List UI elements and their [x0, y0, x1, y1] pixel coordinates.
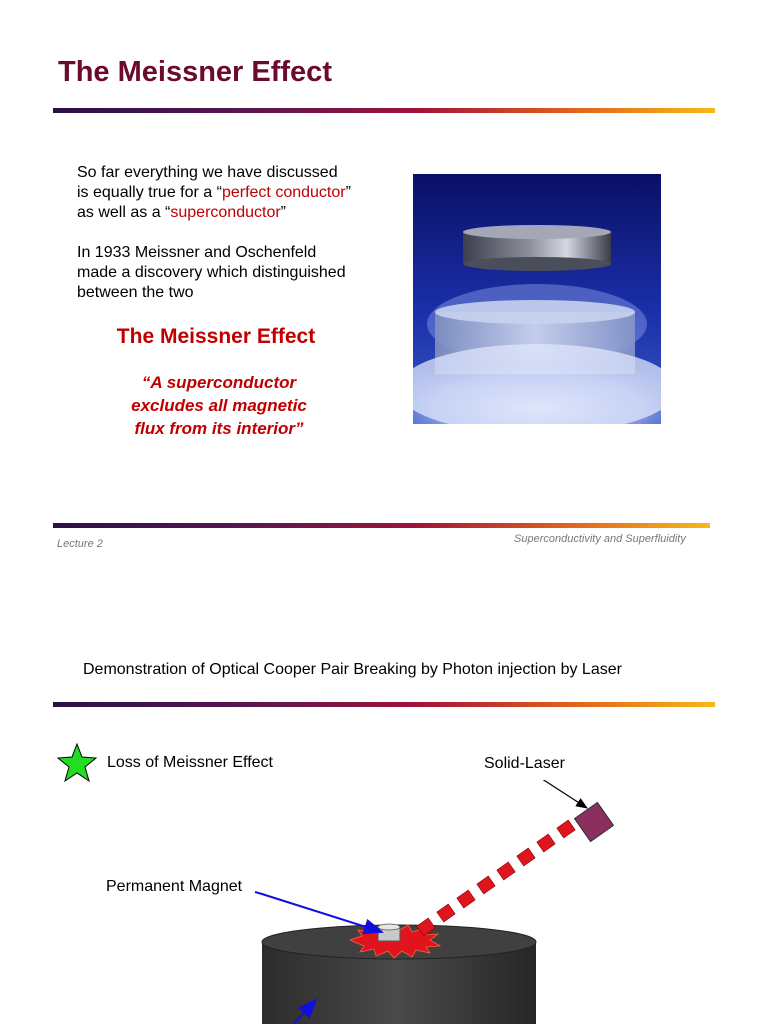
magnet-pointer-arrow — [255, 892, 382, 932]
history-line: In 1933 Meissner and Oschenfeld — [77, 244, 317, 261]
intro-line: is equally true for a “perfect conductor” — [77, 184, 351, 201]
magnet-label: Permanent Magnet — [106, 878, 243, 895]
demo-divider — [53, 702, 715, 707]
quote-line: excludes all magnetic — [131, 396, 307, 415]
history-line: between the two — [77, 284, 194, 301]
laser-beam — [417, 820, 575, 936]
superconductor-term: superconductor — [170, 204, 281, 221]
footer-lecture: Lecture 2 — [57, 538, 103, 550]
meissner-quote — [99, 371, 339, 440]
slide-title: The Meissner Effect — [58, 56, 332, 88]
laser-label: Solid-Laser — [484, 755, 565, 772]
footer-course: Superconductivity and Superfluidity — [514, 533, 686, 545]
quote-line: “A superconductor — [141, 373, 297, 392]
demo-diagram — [0, 780, 768, 1024]
footer-divider — [53, 523, 710, 528]
laser-pointer-arrow — [536, 780, 587, 808]
star-icon — [57, 743, 97, 783]
intro-line: as well as a “superconductor” — [77, 204, 286, 221]
title-divider — [53, 108, 715, 113]
legend-label: Loss of Meissner Effect — [107, 754, 273, 771]
demo-title: Demonstration of Optical Cooper Pair Breaking by Photon injection by Laser — [83, 661, 622, 678]
perfect-conductor-term: perfect conductor — [221, 184, 346, 201]
history-paragraph — [77, 243, 397, 303]
levitation-photo — [413, 174, 661, 424]
laser-device — [575, 803, 614, 842]
meissner-subheading: The Meissner Effect — [116, 325, 316, 348]
history-line: made a discovery which distinguished — [77, 264, 346, 281]
intro-line: So far everything we have discussed — [77, 164, 338, 181]
intro-paragraph — [77, 163, 397, 223]
quote-line: flux from its interior” — [134, 419, 304, 438]
